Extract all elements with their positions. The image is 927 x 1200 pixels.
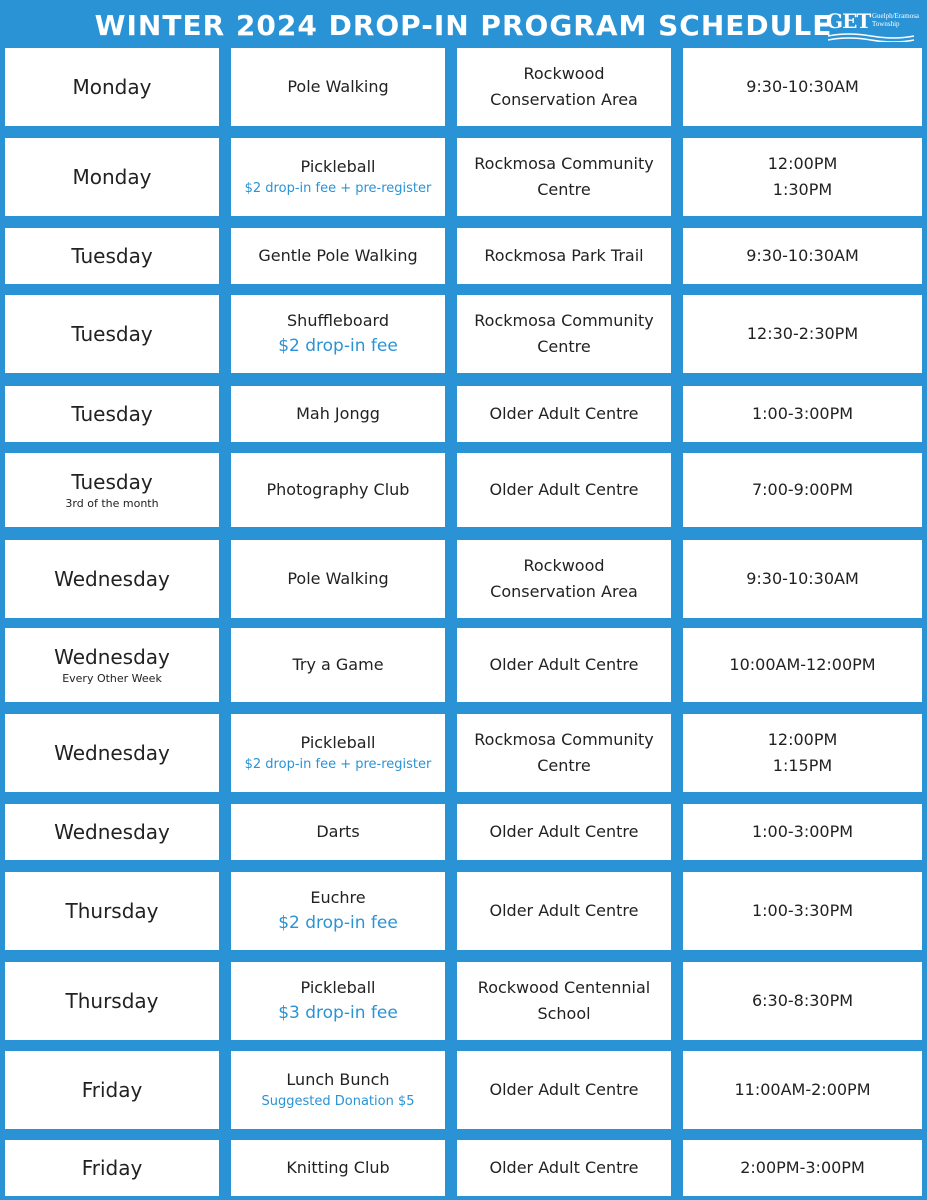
program-name: Gentle Pole Walking: [258, 246, 418, 265]
location-cell: [457, 804, 671, 860]
program-cell: [231, 1051, 445, 1129]
location-line: Older Adult Centre: [489, 901, 639, 920]
day-cell: [5, 228, 219, 284]
time-cell: [683, 295, 922, 373]
program-cell: [231, 48, 445, 126]
location-cell: [457, 872, 671, 950]
day-label: Monday: [72, 75, 152, 99]
time-line: 1:00-3:00PM: [751, 822, 854, 841]
program-note: $2 drop-in fee + pre-register: [244, 757, 432, 772]
program-cell: [231, 1140, 445, 1196]
time-cell: [683, 1051, 922, 1129]
time-line: 11:00AM-2:00PM: [734, 1080, 871, 1099]
location-cell: [457, 228, 671, 284]
program-name: Pickleball: [300, 157, 376, 176]
time-cell: [683, 228, 922, 284]
time-line: 1:15PM: [772, 756, 833, 775]
location-line: Rockmosa Park Trail: [484, 246, 644, 265]
location-cell: [457, 453, 671, 527]
program-cell: [231, 228, 445, 284]
program-name: Darts: [316, 822, 360, 841]
day-cell: [5, 714, 219, 792]
location-line: Older Adult Centre: [489, 1080, 639, 1099]
location-cell: [457, 714, 671, 792]
page-title: WINTER 2024 DROP-IN PROGRAM SCHEDULE: [94, 9, 833, 42]
day-label: Wednesday: [54, 567, 170, 591]
day-cell: [5, 48, 219, 126]
location-line: Rockmosa Community: [474, 730, 654, 749]
time-line: 2:00PM-3:00PM: [740, 1158, 865, 1177]
time-cell: [683, 804, 922, 860]
day-cell: [5, 1051, 219, 1129]
location-line: Conservation Area: [490, 582, 638, 601]
location-line: Conservation Area: [490, 90, 638, 109]
program-cell: [231, 872, 445, 950]
location-line: Rockmosa Community: [474, 154, 654, 173]
program-name: Photography Club: [266, 480, 410, 499]
day-cell: [5, 295, 219, 373]
logo-wave-icon: [826, 32, 916, 42]
time-line: 12:00PM: [767, 154, 838, 173]
day-cell: [5, 962, 219, 1040]
township-logo: [826, 10, 922, 42]
program-name: Pickleball: [300, 978, 376, 997]
location-line: Older Adult Centre: [489, 1158, 639, 1177]
location-line: Older Adult Centre: [489, 480, 639, 499]
time-cell: [683, 453, 922, 527]
location-line: Centre: [537, 180, 591, 199]
program-name: Euchre: [310, 888, 366, 907]
time-line: 1:00-3:30PM: [751, 901, 854, 920]
day-label: Tuesday: [71, 470, 153, 494]
time-cell: [683, 962, 922, 1040]
location-line: School: [537, 1004, 591, 1023]
location-cell: [457, 628, 671, 702]
day-cell: [5, 1140, 219, 1196]
time-line: 1:30PM: [772, 180, 833, 199]
program-cell: [231, 295, 445, 373]
logo-mark: GET: [826, 9, 871, 33]
time-cell: [683, 540, 922, 618]
location-line: Rockwood Centennial: [477, 978, 651, 997]
time-line: 6:30-8:30PM: [751, 991, 854, 1010]
day-label: Monday: [72, 165, 152, 189]
day-cell: [5, 872, 219, 950]
page-header: [0, 0, 927, 48]
time-cell: [683, 872, 922, 950]
program-name: Shuffleboard: [287, 311, 389, 330]
program-note: $2 drop-in fee: [278, 336, 398, 356]
time-cell: [683, 48, 922, 126]
program-name: Try a Game: [292, 655, 384, 674]
time-line: 9:30-10:30AM: [746, 77, 859, 96]
location-line: Rockwood: [523, 64, 605, 83]
day-note: 3rd of the month: [65, 497, 159, 510]
time-line: 10:00AM-12:00PM: [729, 655, 876, 674]
program-cell: [231, 386, 445, 442]
program-cell: [231, 138, 445, 216]
logo-line-2: Township: [872, 20, 900, 28]
time-cell: [683, 386, 922, 442]
logo-line-1: Guelph/Eramosa: [872, 12, 920, 20]
location-cell: [457, 386, 671, 442]
program-cell: [231, 714, 445, 792]
day-label: Thursday: [65, 989, 159, 1013]
day-label: Wednesday: [54, 741, 170, 765]
program-note: $2 drop-in fee + pre-register: [244, 181, 432, 196]
location-cell: [457, 48, 671, 126]
day-cell: [5, 628, 219, 702]
program-name: Pole Walking: [287, 569, 389, 588]
day-label: Friday: [81, 1156, 143, 1180]
program-note: Suggested Donation $5: [261, 1094, 415, 1109]
program-name: Mah Jongg: [296, 404, 380, 423]
location-line: Older Adult Centre: [489, 822, 639, 841]
program-cell: [231, 540, 445, 618]
program-cell: [231, 628, 445, 702]
day-label: Tuesday: [71, 244, 153, 268]
time-cell: [683, 714, 922, 792]
day-cell: [5, 386, 219, 442]
program-cell: [231, 962, 445, 1040]
day-label: Wednesday: [54, 645, 170, 669]
time-line: 1:00-3:00PM: [751, 404, 854, 423]
day-cell: [5, 138, 219, 216]
location-cell: [457, 295, 671, 373]
program-cell: [231, 453, 445, 527]
day-note: Every Other Week: [62, 672, 162, 685]
location-cell: [457, 962, 671, 1040]
day-label: Tuesday: [71, 322, 153, 346]
time-line: 12:00PM: [767, 730, 838, 749]
day-label: Friday: [81, 1078, 143, 1102]
time-cell: [683, 628, 922, 702]
program-note: $3 drop-in fee: [278, 1003, 398, 1023]
location-line: Centre: [537, 337, 591, 356]
program-name: Lunch Bunch: [286, 1070, 390, 1089]
location-cell: [457, 1051, 671, 1129]
location-cell: [457, 540, 671, 618]
logo-text: [872, 12, 922, 28]
time-cell: [683, 1140, 922, 1196]
program-name: Pole Walking: [287, 77, 389, 96]
location-cell: [457, 138, 671, 216]
time-line: 9:30-10:30AM: [746, 246, 859, 265]
time-cell: [683, 138, 922, 216]
program-cell: [231, 804, 445, 860]
program-name: Knitting Club: [286, 1158, 390, 1177]
program-note: $2 drop-in fee: [278, 913, 398, 933]
program-name: Pickleball: [300, 733, 376, 752]
location-line: Older Adult Centre: [489, 655, 639, 674]
location-line: Older Adult Centre: [489, 404, 639, 423]
day-cell: [5, 804, 219, 860]
time-line: 12:30-2:30PM: [746, 324, 859, 343]
time-line: 9:30-10:30AM: [746, 569, 859, 588]
location-line: Rockmosa Community: [474, 311, 654, 330]
day-label: Thursday: [65, 899, 159, 923]
day-cell: [5, 453, 219, 527]
time-line: 7:00-9:00PM: [751, 480, 854, 499]
location-line: Rockwood: [523, 556, 605, 575]
location-line: Centre: [537, 756, 591, 775]
location-cell: [457, 1140, 671, 1196]
day-label: Wednesday: [54, 820, 170, 844]
day-label: Tuesday: [71, 402, 153, 426]
day-cell: [5, 540, 219, 618]
